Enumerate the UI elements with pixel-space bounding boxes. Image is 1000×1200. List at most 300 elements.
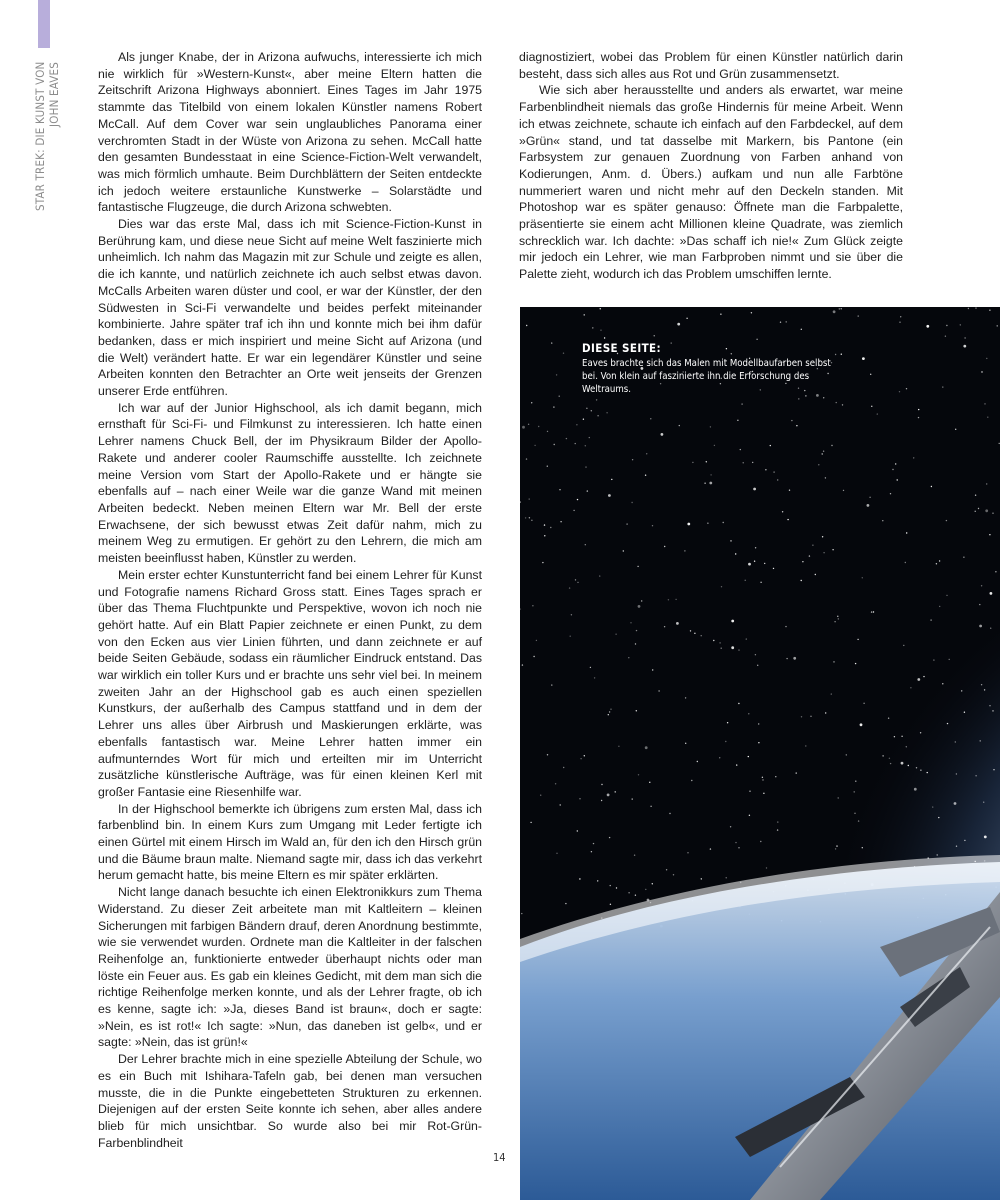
star (770, 445, 771, 446)
star (531, 402, 532, 403)
star (571, 614, 572, 615)
star (668, 599, 669, 600)
star (869, 497, 870, 498)
star (579, 878, 580, 879)
star (855, 663, 856, 664)
star (749, 815, 750, 816)
star (606, 412, 607, 413)
image-caption (582, 341, 842, 396)
star (652, 883, 653, 884)
star (584, 755, 585, 756)
star (786, 658, 787, 659)
star (565, 903, 566, 904)
star (628, 892, 629, 893)
star (838, 618, 839, 619)
star (867, 504, 870, 507)
star (628, 657, 629, 658)
star (931, 486, 932, 487)
star (882, 520, 883, 521)
star (889, 758, 890, 759)
star (623, 550, 624, 551)
star (939, 606, 940, 607)
star (569, 587, 570, 588)
star (888, 718, 889, 719)
star (687, 852, 688, 853)
star (841, 308, 842, 309)
star (920, 732, 921, 733)
paragraph: Als junger Knabe, der in Arizona aufwuchs, interessierte ich mich nie wirklich für »Western-Kunst«, aber meine Eltern hatten die Zeitschrift Arizona Highways abonniert. Eines Tages im Jahr 1975 stammte das Titelbild von einem lokalen Künstler namens Robert McCall. Auf dem Cover war sein unglaubliches Panorama einer verchromten Stadt in der Wüste von Arizona zu sehen. McCall hatte den gesamten Bundesstaat in eine Science-Fiction-Welt verwandelt, was mich förmlich umhaute. Beim Durchblättern der Seiten entdeckte ich jedoch weitere erstaunliche Kunstwerke – Solarstädte und fantastische Flugzeuge, die durch Arizona schwebten. (98, 50, 482, 215)
star (669, 813, 670, 814)
star (842, 404, 843, 405)
star (975, 775, 976, 776)
star (862, 847, 863, 848)
star (559, 396, 560, 397)
text-column-left (98, 49, 482, 1151)
star (831, 693, 832, 694)
star (534, 445, 535, 446)
star (723, 522, 724, 523)
star (936, 563, 937, 564)
star (805, 745, 806, 746)
star (652, 525, 653, 526)
star (632, 798, 633, 799)
star (741, 403, 742, 404)
star (737, 420, 738, 421)
star (556, 374, 557, 375)
paragraph: Ich war auf der Junior Highschool, als ich damit begann, mich ernsthaft für Sci-Fi- und Filmkunst zu interessieren. Ich hatte einen Lehrer namens Chuck Bell, der im Physikraum Bilder der Apollo-Rakete und anderer cooler Raumschiffe ausstellte. Ich zeichnete meine Version vom Start der Apollo-Rakete und er hängte sie ebenfalls auf – nach einer Weile war die ganze Wand mit meinen Arbeiten bedeckt. Neben meinen Eltern war Mr. Bell der erste Erwachsene, der sich bewusst etwas Zeit dafür nahm, mich zu meinem Weg zu ermutigen. Er gehört zu den Lehrern, die mich am meisten beeinflusst haben, Künstler zu werden. (98, 400, 482, 566)
star (745, 580, 746, 581)
star (719, 642, 720, 643)
star (600, 308, 601, 309)
running-head: STAR TREK: DIE KUNST VON JOHN EAVES (33, 62, 61, 212)
star (550, 527, 551, 528)
star (854, 813, 855, 814)
star (810, 716, 811, 717)
star (664, 546, 665, 547)
caption-title: DIESE SEITE: (582, 341, 662, 355)
star (584, 314, 585, 315)
star (608, 494, 611, 497)
star (522, 664, 523, 665)
star (704, 483, 705, 484)
star (760, 841, 761, 842)
star (608, 714, 609, 715)
star (590, 667, 591, 668)
star (526, 325, 527, 326)
star (585, 544, 586, 545)
star (917, 678, 920, 681)
star (989, 534, 990, 535)
star (822, 536, 823, 537)
text-column-right (519, 49, 903, 283)
star (801, 580, 802, 581)
star (758, 742, 759, 743)
star (632, 459, 633, 460)
star (676, 622, 679, 625)
star (863, 703, 864, 704)
star (525, 517, 526, 518)
star (664, 626, 665, 627)
star (762, 777, 763, 778)
star (785, 626, 786, 627)
star (930, 619, 931, 620)
star (855, 781, 856, 782)
star (775, 776, 776, 777)
star (638, 774, 639, 775)
star (530, 822, 531, 823)
star (939, 560, 940, 561)
star (766, 867, 767, 868)
star (823, 451, 824, 452)
paragraph: diagnostiziert, wobei das Problem für einen Künstler natürlich darin besteht, dass sich alles aus Rot und Grün zusammensetzt. (519, 50, 903, 81)
star (709, 482, 712, 485)
star (780, 322, 781, 323)
star (978, 508, 979, 509)
star (984, 689, 985, 690)
star (579, 798, 580, 799)
star (601, 784, 602, 785)
star (992, 710, 993, 711)
star (862, 577, 863, 578)
star (993, 769, 994, 770)
star (985, 509, 988, 512)
star (553, 406, 554, 407)
star (691, 780, 692, 781)
star (684, 550, 685, 551)
star (673, 874, 674, 875)
star (577, 499, 578, 500)
star (604, 337, 605, 338)
star (916, 767, 917, 768)
star (890, 763, 891, 764)
star (721, 648, 722, 649)
star (838, 797, 839, 798)
star (897, 479, 898, 480)
star (587, 490, 588, 491)
star (585, 445, 586, 446)
star (777, 821, 778, 822)
page-number: 14 (493, 1151, 506, 1164)
star (694, 633, 695, 634)
star (871, 406, 872, 407)
star (740, 449, 741, 450)
star (586, 408, 587, 409)
star (738, 649, 739, 650)
star (894, 736, 895, 737)
star (636, 630, 637, 631)
star (536, 640, 537, 641)
star (812, 545, 813, 546)
star (955, 741, 956, 742)
star (597, 880, 598, 881)
star (738, 703, 739, 704)
star (547, 431, 548, 432)
star (932, 806, 933, 807)
star (690, 630, 691, 631)
star (661, 433, 664, 436)
star (575, 443, 576, 444)
star (833, 661, 834, 662)
star (777, 829, 778, 830)
star (547, 754, 548, 755)
star (650, 418, 651, 419)
star (636, 710, 637, 711)
star (746, 638, 747, 639)
star (649, 782, 650, 783)
star (563, 767, 564, 768)
star (899, 322, 900, 323)
star (989, 310, 990, 311)
star (946, 520, 947, 521)
star (593, 843, 594, 844)
star (575, 579, 576, 580)
star (563, 353, 564, 354)
star (801, 329, 802, 330)
star (933, 659, 934, 660)
star (818, 464, 819, 465)
star (968, 308, 969, 309)
star (720, 314, 721, 315)
star (685, 743, 686, 744)
star (903, 645, 904, 646)
star (641, 600, 642, 601)
star (522, 426, 525, 429)
star (719, 757, 720, 758)
star (631, 502, 632, 503)
star (765, 469, 766, 470)
paragraph: Dies war das erste Mal, dass ich mit Science-Fiction-Kunst in Berührung kam, und diese neue Sicht auf meine Welt faszinierte mich unheimlich. Ich nahm das Magazin mit zur Schule und zeigte es allen, die ich kannte, und natürlich zeichnete ich auch selbst etwas davon. McCalls Arbeiten waren düster und cool, er war der Künstler, der den Südwesten in Sci-Fi verwandelte und beides perfekt miteinander kombinierte. Jahre später traf ich ihn und konnte mich bei ihm dafür bedanken, dass er mich inspiriert und meine Sicht auf Arizona (und die Welt) verändert hatte. Er war ein legendärer Künstler und seine Arbeiten konnten den Betrachter an Orte weit jenseits der Grenzen unserer Erde entführen. (98, 217, 482, 399)
star (834, 621, 835, 622)
star (882, 755, 883, 756)
star (839, 308, 840, 309)
star (979, 625, 982, 628)
star (637, 566, 638, 567)
star (802, 561, 803, 562)
star (538, 426, 539, 427)
star (964, 712, 965, 713)
star (910, 687, 911, 688)
star (610, 904, 611, 905)
star (626, 523, 627, 524)
star (731, 646, 734, 649)
star (748, 756, 749, 757)
star (981, 684, 982, 685)
star (544, 535, 545, 536)
star (960, 324, 961, 325)
space-painting-icon (520, 307, 1000, 1200)
star (751, 312, 752, 313)
chapter-tab (38, 0, 50, 48)
star (677, 323, 680, 326)
star (787, 519, 788, 520)
star (954, 802, 957, 805)
star (615, 634, 616, 635)
star (858, 820, 859, 821)
star (748, 713, 749, 714)
star (945, 336, 946, 337)
star (843, 490, 844, 491)
star (701, 635, 702, 636)
star (609, 837, 610, 838)
star (900, 316, 901, 317)
star (650, 806, 651, 807)
star (529, 498, 530, 499)
star (749, 791, 750, 792)
star (601, 800, 602, 801)
star (706, 461, 707, 462)
star (927, 772, 928, 773)
caption-text: Eaves brachte sich das Malen mit Modellbaufarben selbst bei. Von klein auf faszinierte ihn die Erforschung des Weltraums. (582, 358, 831, 395)
star (687, 523, 690, 526)
star (607, 794, 610, 797)
star (975, 511, 976, 512)
star (938, 817, 939, 818)
star (956, 773, 957, 774)
star (645, 475, 646, 476)
star (533, 656, 534, 657)
star (635, 643, 636, 644)
star (990, 592, 993, 595)
star (791, 420, 792, 421)
star (583, 419, 584, 420)
star (920, 770, 921, 771)
star (836, 402, 837, 403)
star (798, 398, 799, 399)
star (594, 677, 595, 678)
star (730, 826, 731, 827)
star (846, 754, 847, 755)
star (793, 657, 796, 660)
star (801, 716, 802, 717)
star (634, 855, 635, 856)
star (836, 845, 837, 846)
star (713, 640, 714, 641)
star (599, 575, 600, 576)
star (576, 424, 577, 425)
star (556, 853, 557, 854)
star (616, 887, 617, 888)
star (956, 846, 957, 847)
star (748, 563, 751, 566)
star (963, 345, 966, 348)
paragraph: Nicht lange danach besuchte ich einen Elektronikkurs zum Thema Widerstand. Zu dieser Zeit arbeitete man mit Kaltleitern – kleinen Sicherungen mit farbigen Bändern drauf, deren Anordnung bestimmte, wie sie verwendet wurden. Ordnete man die Kaltleiter in der falschen Reihenfolge an, funktionierte entweder überhaupt nichts oder man löste ein Feuer aus. Es gab ein kleines Gedicht, mit dem man sich die richtige Reihenfolge merken konnte, und als der Lehrer fragte, ob ich es kenne, sagte ich: »Ja, dieses Band ist braun«, doch er sagte: »Nein, es ist rot!« Ich sagte: »Nun, das daneben ist gelb«, und er sagte: »Nein, das ist grün!« (98, 885, 482, 1050)
star (531, 520, 532, 521)
star (743, 462, 744, 463)
star (735, 553, 736, 554)
star (638, 605, 641, 608)
star (955, 429, 956, 430)
star (906, 388, 907, 389)
star (857, 639, 858, 640)
star (986, 358, 987, 359)
star (630, 622, 631, 623)
star (901, 736, 902, 737)
star (823, 397, 824, 398)
star (913, 457, 914, 458)
star (721, 586, 722, 587)
star (646, 453, 647, 454)
star (942, 386, 943, 387)
star (895, 463, 896, 464)
star (926, 325, 929, 328)
star (901, 762, 904, 765)
star (981, 371, 982, 372)
star (870, 374, 871, 375)
star (892, 469, 893, 470)
star (754, 561, 755, 562)
star (984, 836, 987, 839)
star (727, 722, 728, 723)
paragraph: Mein erster echter Kunstunterricht fand bei einem Lehrer für Kunst und Fotografie namens Richard Gross statt. Eines Tages sprach er über das Thema Fluchtpunkte und Perspektive, wovon ich noch nie gehört hatte. Auf ein Blatt Papier zeichnete er einen Punkt, zu dem von den Ecken aus vier Linien führten, und dann zeichnete er auf beide Seiten Gebäude, sodass ein räumlicher Eindruck entstand. Das war wirklich ein toller Kurs und er brachte uns sehr viel bei. In meinem zweiten Jahr an der Highschool gab es auch einen speziellen Kunstkurs, der außerhalb des Campus stattfand und in dem der Lehrer uns alles über Airbrush und Maskierungen erklärte, was ebenfalls fantastisch war. Meine Lehrer hatten immer ein aufmunterndes Wort für mich und erteilten mir im Unterricht zusätzliche künstlerische Aufträge, was für einen kleinen Kerl mit großer Fantasie eine Riesenhilfe war. (98, 567, 482, 799)
star (833, 310, 836, 313)
star (577, 582, 578, 583)
star (757, 665, 758, 666)
star (559, 489, 560, 490)
star (600, 330, 601, 331)
star (997, 325, 998, 326)
star (906, 532, 907, 533)
star (679, 425, 680, 426)
star (597, 415, 598, 416)
star (989, 705, 990, 706)
star (635, 895, 636, 896)
star (832, 549, 833, 550)
star (666, 869, 667, 870)
star (615, 791, 616, 792)
star (645, 746, 648, 749)
star (589, 437, 590, 438)
star (540, 795, 541, 796)
star (986, 483, 987, 484)
star (831, 445, 832, 446)
star (914, 788, 917, 791)
star (714, 445, 715, 446)
star (577, 830, 578, 831)
star (786, 321, 787, 322)
star (905, 562, 906, 563)
star (555, 783, 556, 784)
star (528, 424, 529, 425)
star (560, 521, 561, 522)
star (871, 611, 872, 612)
star (946, 325, 947, 326)
star (675, 599, 676, 600)
star (609, 711, 610, 712)
star (566, 438, 567, 439)
star (890, 493, 891, 494)
star (573, 510, 574, 511)
star (707, 523, 708, 524)
star (823, 552, 824, 553)
star (983, 802, 984, 803)
paragraph: In der Highschool bemerkte ich übrigens zum ersten Mal, dass ich farbenblind bin. In einem Kurs zum Umgang mit Leder fertigte ich einen Gürtel mit einem Hirsch im Wald an, für den ich den Hirsch grün und die Bäume braun malte. Niemand sagte mir, dass ich das verkehrt herum gemacht hatte, bis meine Eltern es mir später erklärten. (98, 801, 482, 883)
star (753, 488, 756, 491)
star (726, 877, 727, 878)
star (975, 307, 976, 308)
star (949, 659, 950, 660)
star (755, 547, 756, 548)
star (685, 697, 686, 698)
star (592, 327, 593, 328)
star (822, 453, 823, 454)
star (809, 555, 810, 556)
star (963, 557, 964, 558)
star (710, 426, 711, 427)
star (860, 723, 863, 726)
star (554, 444, 555, 445)
star (560, 804, 561, 805)
star (692, 462, 693, 463)
